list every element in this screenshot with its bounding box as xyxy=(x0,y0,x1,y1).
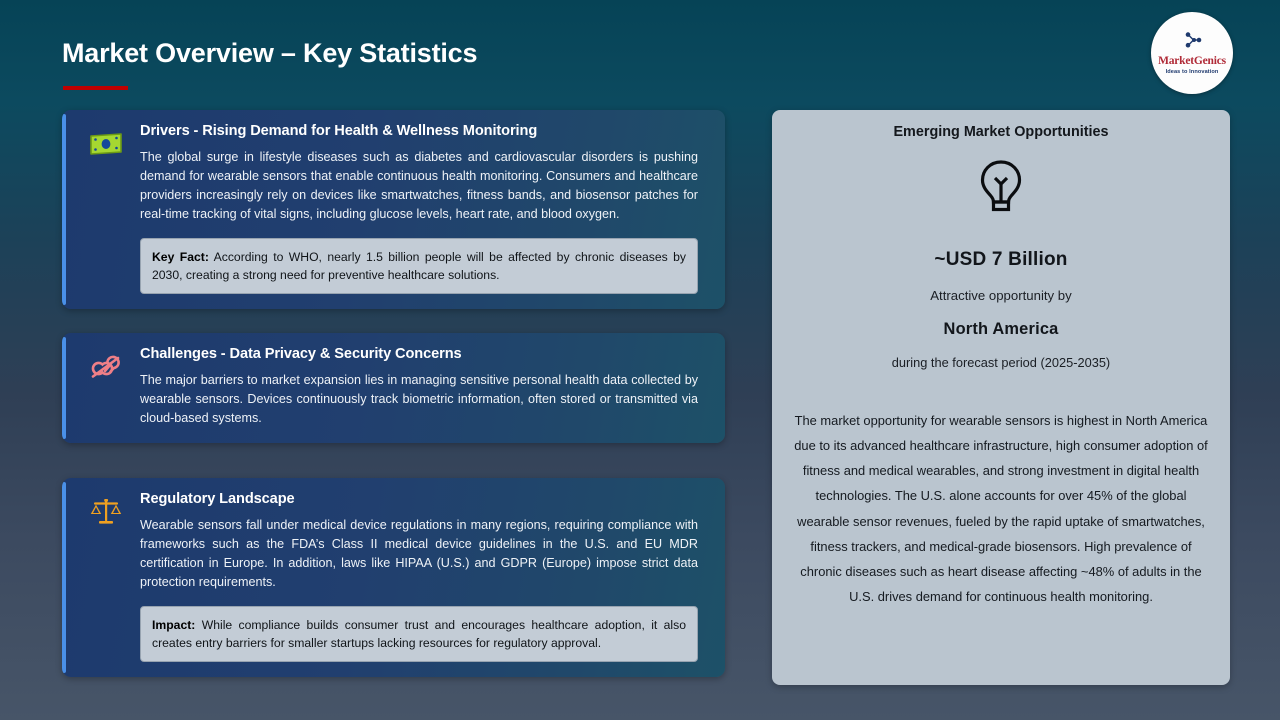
forecast-period: during the forecast period (2025-2035) xyxy=(891,355,1111,370)
brand-logo xyxy=(1151,12,1233,94)
card-title: Regulatory Landscape xyxy=(140,491,295,507)
card-callout xyxy=(140,238,698,295)
emerging-opportunities-panel xyxy=(772,110,1230,685)
card-challenges xyxy=(62,333,725,443)
card-description: The global surge in lifestyle diseases such as diabetes and cardiovascular disorders is pushing demand for wearable sensors that enable continuous health monitoring. Consumers and healthcare providers increasingly rely on devices like smartwatches, fitness bands, and biosensor patches for real-time tracking of vital signs, including glucose levels, heart rate, and blood oxygen. xyxy=(140,150,698,222)
lightbulb-icon xyxy=(975,158,1027,221)
card-title: Challenges - Data Privacy & Security Concerns xyxy=(140,346,462,362)
title-underline xyxy=(63,86,128,90)
card-title: Drivers - Rising Demand for Health & Wellness Monitoring xyxy=(140,123,538,139)
page-title: Market Overview – Key Statistics xyxy=(62,38,478,68)
network-nodes-icon xyxy=(1182,31,1202,54)
callout-text: While compliance builds consumer trust and encourages healthcare adoption, it also creates entry barriers for smaller startups lacking resources for regulatory approval. xyxy=(152,617,686,650)
card-accent-bar xyxy=(62,482,66,673)
card-description: The major barriers to market expansion lies in managing sensitive personal health data collected by wearable sensors. Devices continuously track biometric information, often stored or transmitted via cloud-based systems. xyxy=(140,373,698,426)
logo-tagline: Ideas to Innovation xyxy=(1165,69,1219,75)
card-regulatory xyxy=(62,478,725,677)
broken-link-icon xyxy=(88,349,124,385)
opportunity-subtitle: Attractive opportunity by xyxy=(930,288,1072,303)
callout-label: Key Fact: xyxy=(152,249,209,264)
balance-scales-icon xyxy=(88,494,124,530)
panel-title: Emerging Market Opportunities xyxy=(893,124,1109,140)
card-drivers xyxy=(62,110,725,309)
opportunity-description: The market opportunity for wearable sensors is highest in North America due to its advanced healthcare infrastructure, high consumer adoption of fitness and medical wearables, and strong investment in digital health technologies. The U.S. alone accounts for over 45% of the global wearable sensor revenues, fueled by the rapid uptake of smartwatches, fitness trackers, and medical-grade biosensors. High prevalence of chronic diseases such as heart disease affecting ~48% of adults in the U.S. drives demand for continuous health monitoring. xyxy=(794,413,1208,605)
card-accent-bar xyxy=(62,337,66,439)
money-banknote-icon xyxy=(88,126,124,162)
card-accent-bar xyxy=(62,114,66,305)
callout-label: Impact: xyxy=(152,617,196,632)
opportunity-region: North America xyxy=(943,320,1059,338)
card-description: Wearable sensors fall under medical device regulations in many regions, requiring compliance with frameworks such as the FDA’s Class II medical device guidelines in the U.S. and EU MDR certification in Europe. In addition, laws like HIPAA (U.S.) and GDPR (Europe) impose strict data protection requirements. xyxy=(140,518,698,590)
callout-text: According to WHO, nearly 1.5 billion people will be affected by chronic diseases by 2030, creating a strong need for preventive healthcare solutions. xyxy=(152,249,686,282)
logo-name: MarketGenics xyxy=(1158,55,1226,67)
card-callout xyxy=(140,606,698,663)
opportunity-value: ~USD 7 Billion xyxy=(934,249,1068,270)
